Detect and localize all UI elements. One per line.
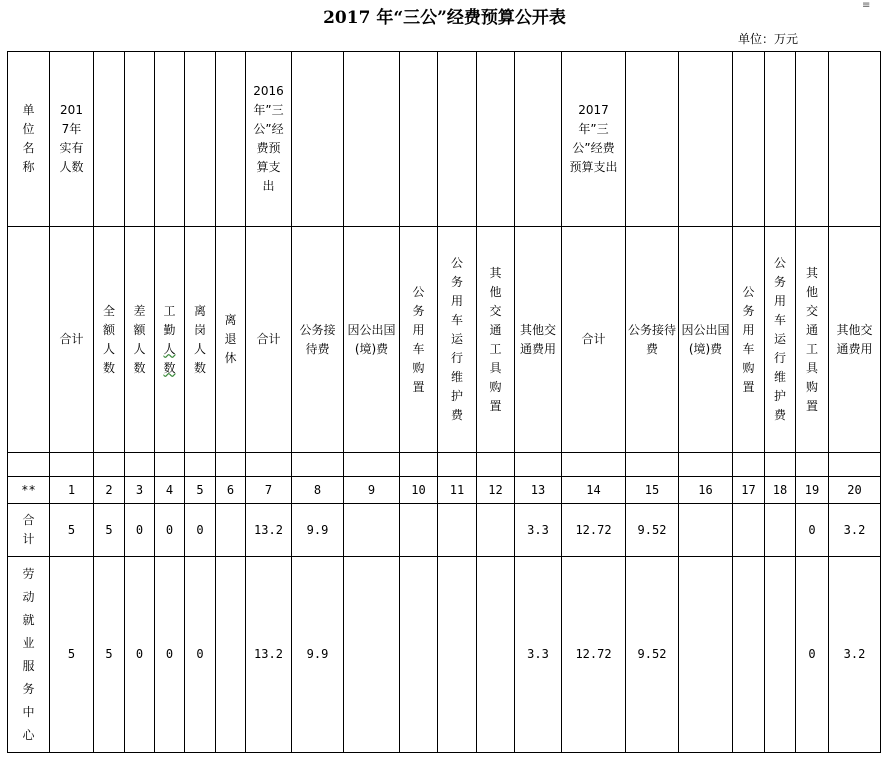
header-budget-2017: 2017年”三公”经费预算支出 xyxy=(562,52,626,227)
index-cell: 12 xyxy=(477,477,515,504)
index-cell: 7 xyxy=(246,477,292,504)
cell-12 xyxy=(477,557,515,753)
cell-8: 9.9 xyxy=(292,504,344,557)
cell-15: 9.52 xyxy=(626,504,679,557)
sub-b16-car-operation: 公务用车运行维护费 xyxy=(438,227,477,453)
cell-19: 0 xyxy=(796,557,829,753)
index-cell: 9 xyxy=(344,477,400,504)
index-cell: 8 xyxy=(292,477,344,504)
sub-b16-abroad: 因公出国(境)费 xyxy=(344,227,400,453)
table-row xyxy=(8,557,881,753)
cell-10 xyxy=(400,557,438,753)
cell-11 xyxy=(438,504,477,557)
cell-3: 0 xyxy=(125,557,155,753)
index-cell: 17 xyxy=(733,477,765,504)
sub-b17-other-fees: 其他交通费用 xyxy=(829,227,881,453)
cell-16 xyxy=(679,504,733,557)
page-title: 2017 年“三公”经费预算公开表 xyxy=(323,8,566,28)
cell-19: 0 xyxy=(796,504,829,557)
cell-3: 0 xyxy=(125,504,155,557)
index-cell: 15 xyxy=(626,477,679,504)
sub-partial-funded: 差额人数 xyxy=(125,227,155,453)
cell-13: 3.3 xyxy=(515,557,562,753)
index-cell: 1 xyxy=(50,477,94,504)
header-staff-2017: 2017年实有人数 xyxy=(50,52,94,227)
index-cell: 10 xyxy=(400,477,438,504)
index-cell: 6 xyxy=(216,477,246,504)
cell-4: 0 xyxy=(155,504,185,557)
index-row xyxy=(8,477,881,504)
sub-b16-total: 合计 xyxy=(246,227,292,453)
index-cell: 16 xyxy=(679,477,733,504)
sub-b17-reception: 公务接待费 xyxy=(626,227,679,453)
cell-9 xyxy=(344,504,400,557)
cell-17 xyxy=(733,504,765,557)
sub-b16-car-purchase: 公务用车购置 xyxy=(400,227,438,453)
sub-left-post: 离岗人数 xyxy=(185,227,216,453)
index-cell: 11 xyxy=(438,477,477,504)
cell-17 xyxy=(733,557,765,753)
corner-mark: ≡ xyxy=(862,0,871,11)
sub-b17-other-tools: 其他交通工具购置 xyxy=(796,227,829,453)
cell-20: 3.2 xyxy=(829,557,881,753)
cell-6 xyxy=(216,504,246,557)
row-name: 合计 xyxy=(8,504,50,557)
sub-b17-car-purchase: 公务用车购置 xyxy=(733,227,765,453)
index-cell: 4 xyxy=(155,477,185,504)
index-cell: 19 xyxy=(796,477,829,504)
sub-full-funded: 全额人数 xyxy=(94,227,125,453)
cell-1: 5 xyxy=(50,504,94,557)
header-unit-name: 单位名称 xyxy=(8,52,50,227)
cell-18 xyxy=(765,557,796,753)
index-cell: 3 xyxy=(125,477,155,504)
budget-table xyxy=(7,51,881,753)
cell-10 xyxy=(400,504,438,557)
table-row xyxy=(8,504,881,557)
cell-5: 0 xyxy=(185,504,216,557)
index-cell: 20 xyxy=(829,477,881,504)
cell-5: 0 xyxy=(185,557,216,753)
header-budget-2016: 2016年”三公”经费预算支出 xyxy=(246,52,292,227)
sub-b16-other-tools: 其他交通工具购置 xyxy=(477,227,515,453)
sub-b17-car-operation: 公务用车运行维护费 xyxy=(765,227,796,453)
index-cell: 13 xyxy=(515,477,562,504)
sub-b17-abroad: 因公出国(境)费 xyxy=(679,227,733,453)
unit-label: 单位：万元 xyxy=(738,32,799,46)
cell-12 xyxy=(477,504,515,557)
cell-2: 5 xyxy=(94,557,125,753)
cell-15: 9.52 xyxy=(626,557,679,753)
cell-11 xyxy=(438,557,477,753)
index-cell: 18 xyxy=(765,477,796,504)
cell-1: 5 xyxy=(50,557,94,753)
sub-b16-reception: 公务接待费 xyxy=(292,227,344,453)
sub-b17-total: 合计 xyxy=(562,227,626,453)
cell-18 xyxy=(765,504,796,557)
sub-worker-count xyxy=(155,227,185,453)
index-cell: ** xyxy=(8,477,50,504)
cell-7: 13.2 xyxy=(246,504,292,557)
sub-b16-other-fees: 其他交通费用 xyxy=(515,227,562,453)
index-cell: 5 xyxy=(185,477,216,504)
cell-14: 12.72 xyxy=(562,557,626,753)
sub-worker-suffix: 人数 xyxy=(163,341,176,375)
cell-6 xyxy=(216,557,246,753)
index-cell: 14 xyxy=(562,477,626,504)
header-row-sub xyxy=(8,227,881,453)
spacer-row xyxy=(8,453,881,477)
cell-8: 9.9 xyxy=(292,557,344,753)
cell-9 xyxy=(344,557,400,753)
cell-16 xyxy=(679,557,733,753)
cell-13: 3.3 xyxy=(515,504,562,557)
cell-7: 13.2 xyxy=(246,557,292,753)
sub-staff-total: 合计 xyxy=(50,227,94,453)
sub-worker-prefix: 工勤 xyxy=(163,303,176,337)
cell-2: 5 xyxy=(94,504,125,557)
cell-14: 12.72 xyxy=(562,504,626,557)
cell-20: 3.2 xyxy=(829,504,881,557)
sub-retired: 离退休 xyxy=(216,227,246,453)
header-row-top xyxy=(8,52,881,227)
cell-4: 0 xyxy=(155,557,185,753)
row-name: 劳动就业服务中心 xyxy=(8,557,50,753)
index-cell: 2 xyxy=(94,477,125,504)
